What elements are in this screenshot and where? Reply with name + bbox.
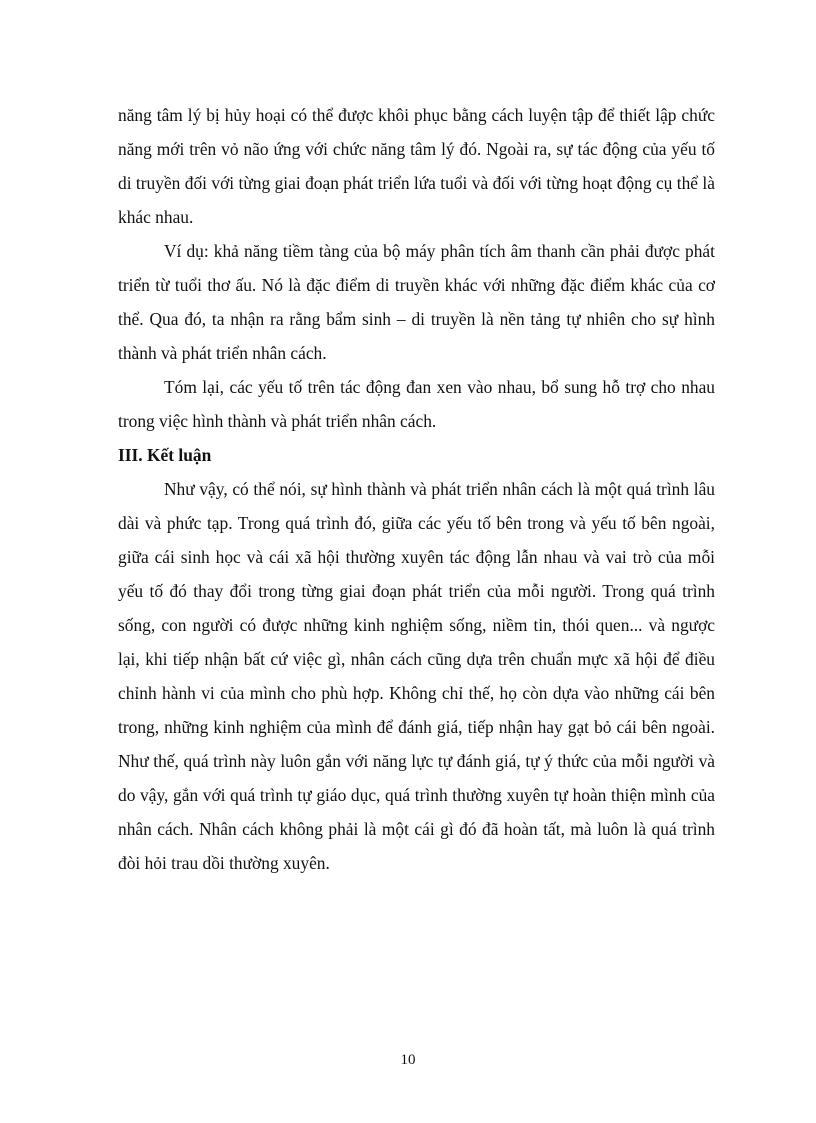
paragraph-heredity-continued: năng tâm lý bị hủy hoại có thể được khôi phục bằng cách luyện tập để thiết lập chức năng mới trên vỏ não ứng với chức năng tâm lý đó. Ngoài ra, sự tác động của yếu tố di truyền đối với từng giai đoạn phát triển lứa tuổi và đối với từng hoạt động cụ thể là khác nhau. [118, 105, 715, 227]
paragraph-conclusion: Như vậy, có thể nói, sự hình thành và phát triển nhân cách là một quá trình lâu dài và phức tạp. Trong quá trình đó, giữa các yếu tố bên trong và yếu tố bên ngoài, giữa cái sinh học và cái xã hội thường xuyên tác động lẫn nhau và vai trò của mỗi yếu tố đó thay đổi trong từng giai đoạn phát triển của mỗi người. Trong quá trình sống, con người có được những kinh nghiệm sống, niềm tin, thói quen... và ngược lại, khi tiếp nhận bất cứ việc gì, nhân cách cũng dựa trên chuẩn mực xã hội để điều chỉnh hành vi của mình cho phù hợp. Không chỉ thế, họ còn dựa vào những cái bên trong, những kinh nghiệm của mình để đánh giá, tiếp nhận hay gạt bỏ cái bên ngoài. Như thế, quá trình này luôn gắn với năng lực tự đánh giá, tự ý thức của mỗi người và do vậy, gắn với quá trình tự giáo dục, quá trình thường xuyên tự hoàn thiện mình của nhân cách. Nhân cách không phải là một cái gì đó đã hoàn tất, mà luôn là quá trình đòi hỏi trau dồi thường xuyên. [118, 479, 715, 873]
section-heading-conclusion: III. Kết luận [118, 445, 212, 465]
page-number: 10 [400, 1052, 416, 1068]
paragraph-example: Ví dụ: khả năng tiềm tàng của bộ máy phân tích âm thanh cần phải được phát triển từ tuổi thơ ấu. Nó là đặc điểm di truyền khác với những đặc điểm khác của cơ thể. Qua đó, ta nhận ra rằng bẩm sinh – di truyền là nền tảng tự nhiên cho sự hình thành và phát triển nhân cách. [118, 241, 715, 363]
paragraph-summary: Tóm lại, các yếu tố trên tác động đan xen vào nhau, bổ sung hỗ trợ cho nhau trong việc hình thành và phát triển nhân cách. [118, 377, 715, 431]
document-page [118, 98, 715, 880]
